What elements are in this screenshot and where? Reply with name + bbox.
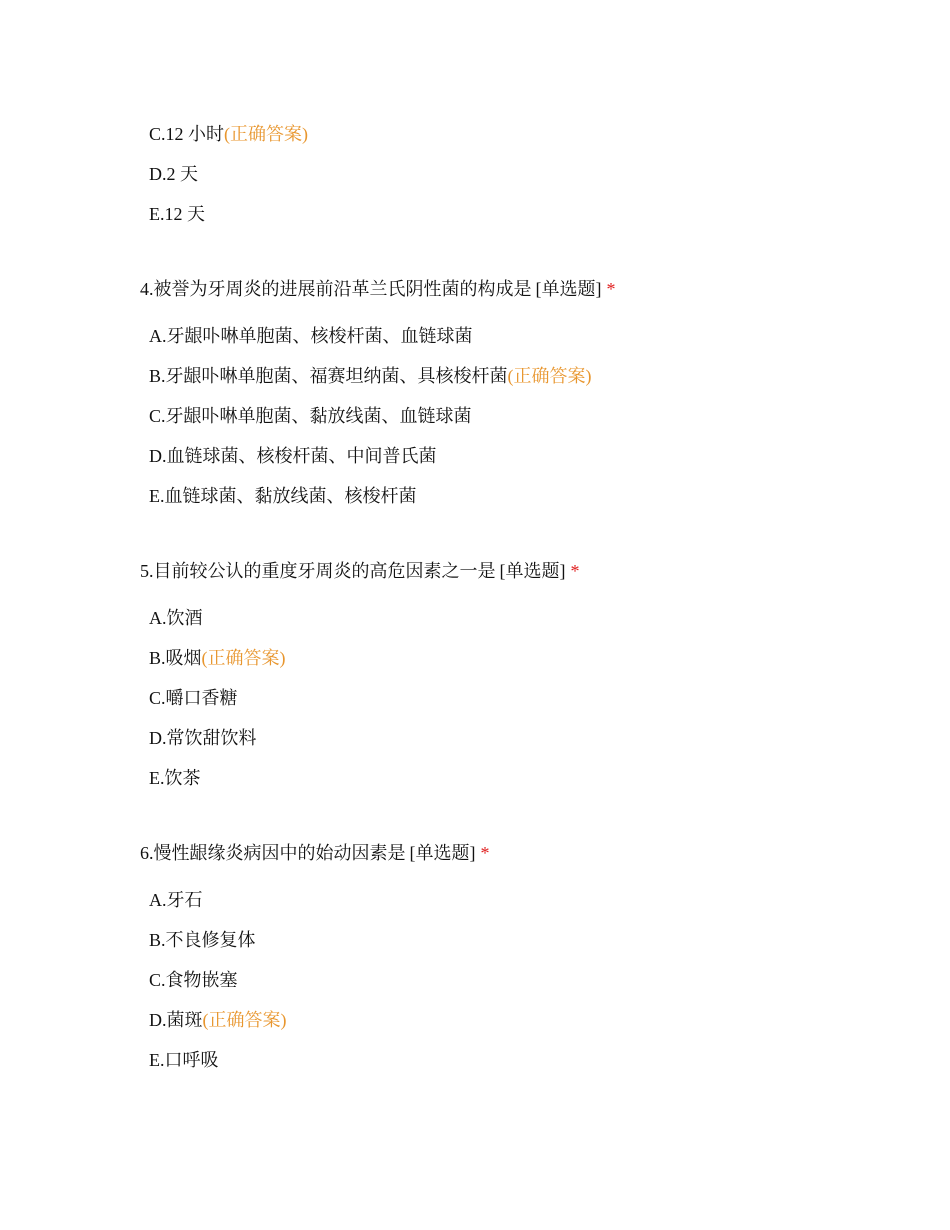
option-text: C.牙龈卟啉单胞菌、黏放线菌、血链球菌 [149,406,472,426]
question-type-label: [单选题] [409,843,476,863]
option-c [149,114,308,154]
option-c [149,960,490,1000]
question-text: 4.被誉为牙周炎的进展前沿革兰氏阴性菌的构成是 [140,279,532,299]
option-text: E.12 天 [149,204,205,224]
option-list [149,316,616,516]
question-title [140,270,616,308]
question-type-label: [单选题] [535,279,602,299]
option-text: C.12 小时 [149,124,225,144]
correct-answer-tag: (正确答案) [224,124,309,144]
option-a [149,880,490,920]
question-3-continued [149,114,308,234]
question-4 [140,270,616,516]
option-b [149,638,580,678]
correct-answer-tag: (正确答案) [202,1010,287,1030]
question-text: 5.目前较公认的重度牙周炎的高危因素之一是 [140,561,496,581]
option-e [149,758,580,798]
option-text: E.口呼吸 [149,1050,219,1070]
question-6 [140,834,490,1080]
question-5 [140,552,580,798]
option-text: A.牙龈卟啉单胞菌、核梭杆菌、血链球菌 [149,326,473,346]
option-d [149,436,616,476]
option-text: A.饮酒 [149,608,203,628]
option-list [149,880,490,1080]
required-mark: * [570,561,580,581]
option-text: E.血链球菌、黏放线菌、核梭杆菌 [149,486,417,506]
option-a [149,316,616,356]
option-text: E.饮茶 [149,768,201,788]
option-d [149,718,580,758]
option-text: A.牙石 [149,890,203,910]
question-title [140,552,580,590]
option-list [149,114,308,234]
question-text: 6.慢性龈缘炎病因中的始动因素是 [140,843,406,863]
option-e [149,1040,490,1080]
option-text: C.嚼口香糖 [149,688,238,708]
option-text: D.血链球菌、核梭杆菌、中间普氏菌 [149,446,437,466]
correct-answer-tag: (正确答案) [507,366,592,386]
option-d [149,154,308,194]
option-text: D.常饮甜饮料 [149,728,257,748]
question-title [140,834,490,872]
option-text: B.吸烟 [149,648,202,668]
option-text: D.2 天 [149,164,198,184]
option-text: B.不良修复体 [149,930,256,950]
option-c [149,396,616,436]
option-c [149,678,580,718]
required-mark: * [480,843,490,863]
option-e [149,194,308,234]
option-a [149,598,580,638]
option-text: D.菌斑 [149,1010,203,1030]
option-e [149,476,616,516]
option-text: C.食物嵌塞 [149,970,238,990]
required-mark: * [606,279,616,299]
correct-answer-tag: (正确答案) [201,648,286,668]
question-type-label: [单选题] [499,561,566,581]
option-b [149,920,490,960]
option-text: B.牙龈卟啉单胞菌、福赛坦纳菌、具核梭杆菌 [149,366,508,386]
option-b [149,356,616,396]
option-list [149,598,580,798]
option-d [149,1000,490,1040]
